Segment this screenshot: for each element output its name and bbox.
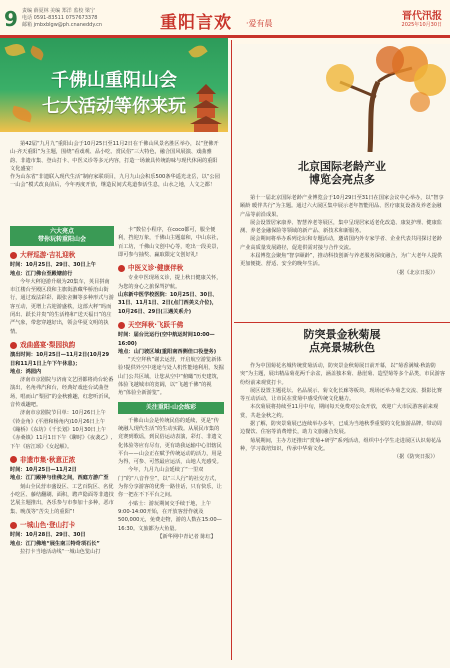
section-time: 演出时间：10月25日—11月2日(10月29日和11月1日上午下午休息)；: [10, 352, 110, 367]
feature-banner: [0, 38, 228, 132]
flower-icon: [10, 522, 17, 529]
autumn-tree-icon: [300, 42, 450, 152]
article-paragraph: 本次菊展将持续至11月中旬，期间每天免费对公众开放，欢迎广大市民游客前来观赏，共赴金秋之约。: [240, 404, 439, 419]
article-credit: 【新华网中青记者 陈红】: [157, 533, 216, 540]
section-time: 时间：10月28日、29日、30日: [10, 532, 86, 539]
section-heading: 一城山色·登山打卡: [10, 521, 114, 529]
section-body: 济南市京剧院节目单：10月26日上午《铃金角》(平滑和杨角内)10月26日上午《蹦桥》《东坊》《千长划》10月30日上午《赤桑镇》11月1日下午《聊时》《夜袭乙》,下午《宿江颂》《女起解》。: [10, 410, 113, 450]
article-title-line: 防突景金秋菊展: [303, 328, 381, 341]
editor-info-line: 邮箱 jmbxblgw@ph.cnaneddy.cn: [22, 22, 103, 28]
section-body: 小贴士：游玩期间交手续于地，上午9:00-14:00开始，在开放客营作就及500,000元，免费走物，游的人数在15:00—16:30。文旅都为大鱼量。: [118, 500, 222, 532]
flower-icon: [10, 342, 17, 349]
section-body: 济南市京剧院与济南文艺团都将尚台轮番演出，名角弗汽和台，经典好戏连台试曲登场，唱而山“梨园”的金秋雅趣，红您听沂风，音传戏趣吧。: [10, 377, 114, 409]
section-place: 地点：江门佛台至殿塘前行: [10, 270, 73, 277]
article-credit: （据《防突日报》）: [393, 454, 438, 461]
section-time: 时间：10月25日、29日、30日上午: [10, 262, 96, 269]
intro-paragraph: 第42届“九月九”重阳山会于10月25日至11月2日在千佛山风景名胜区举办，以“登佛开山·齐天重阳”为主题，围绕“看戏观、品小吃、赏民俗”三大特色，融合国风展演、戏曲雅韵、非遗市集、登山打卡、中医义诊等多元内容，打造一场兼具传统韵味与现代休闲的重阳文化盛宴！ 作为山东省“非遗联入现代生活”制府家联项目，九月九山会积乐500条华遥光北岳，以“公园一山会”模式改良前后，今年再度开放，继造民间式兆道参活生息，山水之地，人文之都！: [10, 141, 220, 189]
section-heading: 大秤巡游·吉礼迎秋: [10, 251, 114, 259]
section-heading: 中医义诊·健康伴秋: [118, 264, 224, 272]
paper-name: 晋代汛报: [402, 11, 442, 22]
article-paragraph: 展会设置居家康养、智慧养老等展区，集中呈现居家适老化改造、康复护理、健康监测、养老金融保险等领域的新产品、新技术和新服务。: [240, 219, 442, 235]
section-body: 千佛山山会是传统民俗的延续，更是“传统融人现代生活”的生动实践。从展民市集的竞赛到歌谣，到民俗运动表演，彩灯、非遗文化体验等应有尽有，更有助我运输中心旧辖民平台——山会正在赋予传统运动的活力，用是为得，可参、可然最应运活，山地人光感受。: [118, 417, 222, 466]
article-title-line: 博览会亮点多: [309, 173, 375, 186]
editor-info: [22, 8, 142, 29]
banner-title-line2: 七大活动等你来玩: [42, 96, 186, 117]
section-body: 拉打卡当地活动线“一城山色览山打: [20, 548, 101, 555]
article-title: [234, 328, 450, 354]
section-body: 刻山全民营市盛设区、工艺百院区、名优小吃区、藤结翻刷、面积，聘声隐面等非遗技艺展主题推出，各乐参与市参加十多种，恶市集、晚茂等“苦尖上的重阳”!: [10, 483, 114, 515]
article-paragraph: 第十一届北京国际老龄产业博览会于10月29日至31日在国家会议中心举办，以“智享颐龄 暖伴共行”为主题。通过六大展区集中展示老年智能用品、医疗康复设备及养老金融产品等前沿成果。: [240, 195, 444, 218]
leaf-decoration-icon: [29, 46, 46, 61]
section-body: 卡”数位小程序，在coco都可，服全便利，挡迎万象，千佛山主题嘉和，中山东社，百工坊，千佛山文创中心等，吃出一段美景，即可参与抽奖、赢取限定文创好礼!: [118, 227, 222, 258]
flower-icon: [10, 252, 17, 259]
column-title: 重阳言欢: [160, 13, 232, 33]
editor-info-line: 责编 薛夏林 美编 郑洋 监校 梁宁: [22, 8, 95, 14]
section-heading: 非遗市集·秋意正浓: [10, 456, 114, 464]
leaf-decoration-icon: [188, 42, 207, 60]
section-body: 今年，九月九山会延续了“一里双门”的“八音作尘”，以“三人行”的社交方式，为你分享游客的优秀一路佳话，只有快乐，让你一把在不下平台之间。: [118, 467, 222, 499]
highlights-box: [10, 226, 114, 246]
flower-icon: [118, 265, 125, 272]
section-body: “天空拜秋”谢去运营，开启航空游览新体验!提供外空中迷途与处人机性能地利用，发掘山门公共区域，让您从空中“俯瞰”历史建筑，体验飞越城市的宽阔，以“飞越千佛”的视角“体验全新游览”。: [118, 357, 224, 397]
highlights-box: [118, 402, 224, 414]
article-title-line: 点亮景城秋色: [309, 341, 375, 354]
section-place: 地点：鸿园内: [10, 368, 42, 375]
article-body: [240, 362, 446, 462]
article-paragraph: 作为中国菊花名城传统赏菊活动，防突景金秋菊展日前开幕，以“菊香满城·秋韵防突”为主题，展出精品菊花两千余盆，涵盖独本菊、悬崖菊、造型菊等多个品类，市民游客纷纷前来观赏打卡。: [240, 363, 446, 386]
section-place: 地点：江门殿神与佳佛之间，西庭方游广至: [10, 475, 109, 482]
article-title: [234, 160, 450, 186]
section-heading: 戏曲盛宴·梨园执韵: [10, 341, 114, 349]
page-number: 9: [4, 7, 18, 31]
paper-date: 2025年10月30日: [401, 22, 442, 28]
editor-info-line: 电话 0591-83511 0757673378: [22, 15, 98, 21]
pagoda-icon: [188, 82, 224, 132]
column-divider: [231, 40, 232, 660]
article-body: [240, 194, 446, 277]
article-title-line: 北京国际老龄产业: [298, 160, 386, 173]
section-heading: 天空拜秋·飞跃千佛: [118, 321, 224, 329]
highlights-subtitle: 带你玩转重阳山会: [37, 236, 86, 243]
flower-icon: [10, 456, 17, 463]
section-place: 地点：江门佛地“展生南三特奇项石长”: [10, 540, 100, 547]
article-paragraph: 据了解，防突景菊展已连续举办多年，已成为当地秋季重要的文化旅游品牌，带动周边餐饮、住宿等消费增长，助力文旅融合发展。: [240, 421, 442, 436]
article-divider: [234, 322, 450, 323]
article-paragraph: 本届博览会聚焦“智享颐龄”，推动科技创新与养老服务深度融合，为广大老年人提供更加便捷、舒适、安全的晚年生活。: [240, 253, 443, 268]
banner-title-line1: 千佛山重阳山会: [51, 70, 177, 91]
section-body: 专业中医现场义诊，提上秋日健康关怀，为您的身心之旅保驾护航。: [118, 275, 222, 290]
article-credit: （据《北京日报》）: [393, 269, 438, 276]
left-column-2: [118, 226, 224, 541]
article-paragraph: 菊展期间，主办方还推出“赏菊+研学”系列活动，组织中小学生走进展区认识菊花品种，学习栽培知识，传承中华菊文化。: [240, 437, 442, 452]
section-time: 时间：届台比运行(空中航运时间10:00—16:00) 地点：山门坡区域(重阳南西侧佳口役登务): [118, 332, 217, 355]
section-place: 山东新中医学校医院：10月25日、30日、31日、11月1日、2日(点门西美义介位)，10月26日、29日(三遇关系介): [118, 292, 218, 315]
highlights-title: 关注重阳·山会练彩: [145, 403, 197, 411]
leaf-decoration-icon: [4, 41, 25, 58]
left-column-1: [10, 226, 114, 556]
column-subtitle: ·爱有晨: [246, 19, 273, 28]
section-body: 今年大秤迎游升级为20集车，英目拼南市江楼台至殿区段和主旗街游藏华桥治山街行，通过戏法彩彩、跟张舍狮等多种形式与游客互动，更增上古迎游盛秩，这部大秤“吗而闭出、跃长并贵”的生活格和“送天福日”的庄严气象，带您穿越好出，领会华夏文明的执情。: [10, 278, 114, 335]
article-paragraph: 展会期间将举办系列论坛和专题活动，邀请国内外专家学者、企业代表共同探讨老龄产业高质量发展路径，促进供需对接与合作交流。: [240, 236, 442, 251]
highlights-title: 六大亮点: [49, 228, 74, 235]
article-paragraph: 展区设置主题花坛、名品展示、菊文化长廊等板块，现场还举办菊艺交流、摄影比赛等互动活动，让市民在赏菊中感受传统文化魅力。: [240, 387, 442, 403]
flower-icon: [118, 322, 125, 329]
section-time: 时间：10月25日—11月2日: [10, 467, 77, 474]
